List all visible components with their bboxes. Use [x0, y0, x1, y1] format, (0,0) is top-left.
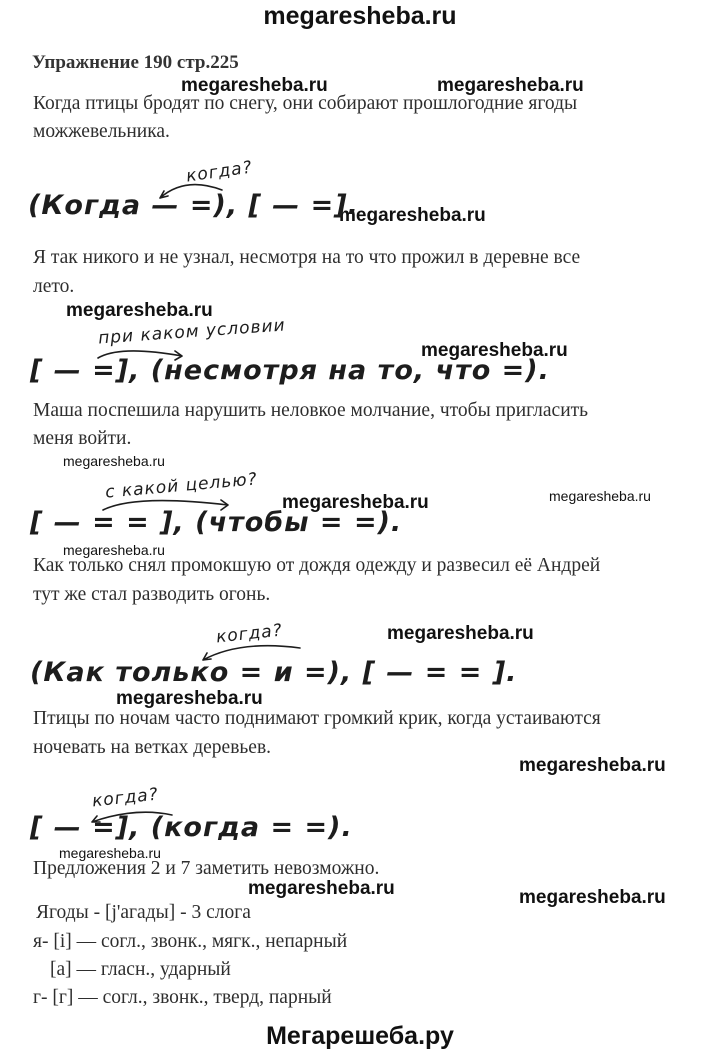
- watermark: megaresheba.ru: [248, 878, 395, 899]
- arrow-4: [203, 646, 300, 660]
- watermark: megaresheba.ru: [116, 688, 263, 709]
- sentence-4-question: когда?: [215, 620, 284, 648]
- watermark: megaresheba.ru: [387, 623, 534, 644]
- watermark: megaresheba.ru: [63, 542, 165, 558]
- sentence-5-line-2: ночевать на ветках деревьев.: [33, 737, 272, 758]
- sentence-2-line-1: Я так никого и не узнал, несмотря на то что прожил в деревне все: [33, 247, 581, 268]
- sentence-3-line-2: меня войти.: [33, 428, 132, 449]
- sentence-1-line-1: Когда птицы бродят по снегу, они собирают прошлогодние ягоды: [33, 93, 578, 114]
- sentence-5-line-1: Птицы по ночам часто поднимают громкий крик, когда устаиваются: [33, 708, 601, 729]
- phonetic-row-2: [а] — гласн., ударный: [50, 959, 231, 980]
- sentence-2-line-2: лето.: [33, 276, 75, 297]
- sentence-4-line-1: Как только снял промокшую от дождя одежду и развесил её Андрей: [33, 555, 601, 576]
- watermark: megaresheba.ru: [59, 845, 161, 861]
- arrow-1: [160, 185, 222, 198]
- arrow-3: [103, 500, 228, 510]
- sentence-5-scheme: [ — =], (когда = =).: [30, 812, 353, 843]
- watermark: megaresheba.ru: [339, 205, 486, 226]
- sentence-4-scheme: (Как только = и =), [ — = = ].: [30, 657, 518, 688]
- watermark: megaresheba.ru: [437, 75, 584, 96]
- phonetic-row-3: г- [г] — согл., звонк., тверд, парный: [33, 987, 332, 1008]
- watermark: megaresheba.ru: [181, 75, 328, 96]
- site-footer-title: Мегарешеба.ру: [266, 1022, 454, 1050]
- watermark: megaresheba.ru: [519, 887, 666, 908]
- sentence-5-question: когда?: [91, 784, 160, 812]
- watermark: megaresheba.ru: [63, 453, 165, 469]
- sentence-3-scheme: [ — = = ], (чтобы = =).: [30, 507, 403, 538]
- site-header-title: megaresheba.ru: [263, 2, 457, 30]
- watermark: megaresheba.ru: [66, 300, 213, 321]
- exercise-title: Упражнение 190 стр.225: [32, 52, 239, 73]
- sentence-4-line-2: тут же стал разводить огонь.: [33, 584, 271, 605]
- watermark: megaresheba.ru: [282, 492, 429, 513]
- sentence-1-question: когда?: [184, 157, 254, 187]
- phonetic-row-1: я- [i] — согл., звонк., мягк., непарный: [33, 931, 348, 952]
- arrow-5: [92, 812, 172, 822]
- watermark: megaresheba.ru: [519, 755, 666, 776]
- sentence-1-line-2: можжевельника.: [33, 121, 170, 142]
- arrow-2: [98, 351, 182, 360]
- sentence-3-question: с какой целью?: [104, 469, 259, 503]
- sentence-1-scheme: (Когда — =), [ — =].: [28, 190, 359, 221]
- watermark: megaresheba.ru: [549, 488, 651, 504]
- watermark: megaresheba.ru: [421, 340, 568, 361]
- conclusion-text: Предложения 2 и 7 заметить невозможно.: [33, 858, 380, 879]
- sentence-2-question: при каком условии: [97, 315, 287, 349]
- phonetic-word-line: Ягоды - [j'агады] - 3 слога: [36, 902, 251, 923]
- sentence-2-scheme: [ — =], (несмотря на то, что =).: [30, 355, 550, 386]
- sentence-3-line-1: Маша поспешила нарушить неловкое молчание, чтобы пригласить: [33, 400, 589, 421]
